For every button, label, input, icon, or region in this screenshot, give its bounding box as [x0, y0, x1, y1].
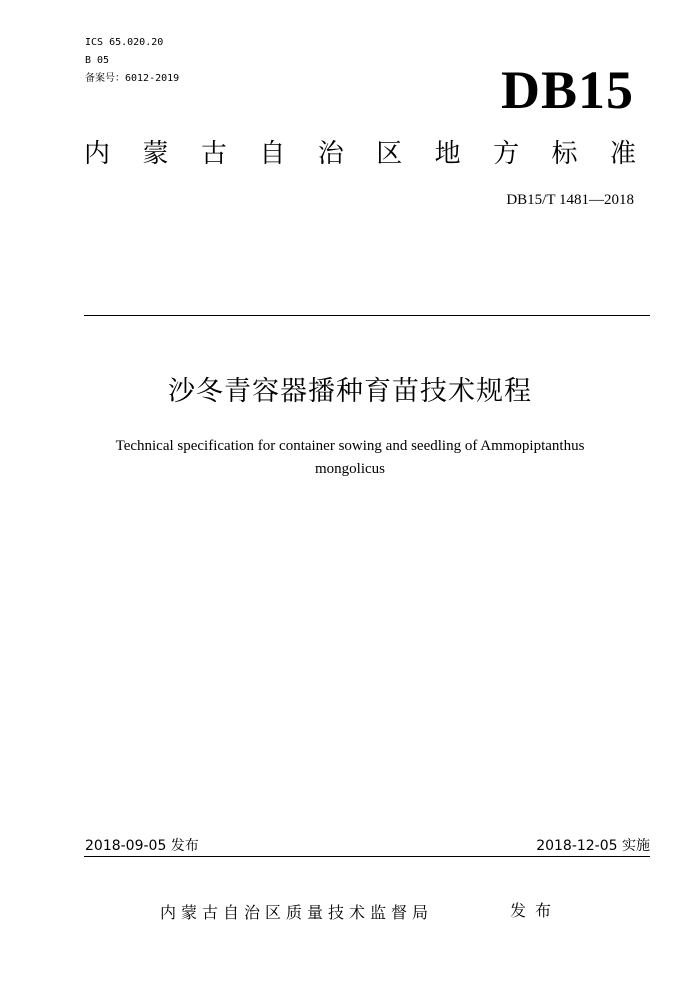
standard-type-char: 蒙	[142, 139, 169, 169]
standard-type-char: 区	[376, 139, 403, 169]
publisher-name: 内蒙古自治区质量技术监督局	[160, 903, 434, 922]
standard-type-char: 准	[609, 139, 636, 169]
standard-type-heading	[84, 137, 636, 171]
classification-code: B 05	[85, 55, 110, 66]
record-number: 备案号：6012-2019	[85, 73, 180, 84]
top-divider	[84, 315, 650, 316]
standard-logo: DB15	[500, 60, 634, 120]
standard-type-char: 标	[551, 139, 578, 169]
standard-type-char: 治	[317, 139, 344, 169]
chinese-title: 沙冬青容器播种育苗技术规程	[168, 376, 532, 407]
implementation-date: 2018-12-05 实施	[536, 838, 650, 854]
standard-number: DB15/T 1481—2018	[506, 192, 634, 208]
standard-type-char: 古	[200, 139, 227, 169]
publish-label: 发布	[510, 901, 561, 920]
english-title: Technical specification for container sowing and seedling of Ammopiptanthus mongolicus	[115, 438, 585, 477]
ics-code: ICS 65.020.20	[85, 37, 164, 48]
standard-type-char: 内	[84, 139, 111, 169]
standard-type-char: 方	[493, 139, 520, 169]
standard-type-char: 自	[259, 139, 286, 169]
issue-date: 2018-09-05 发布	[85, 838, 199, 854]
bottom-divider	[84, 856, 650, 857]
standard-type-char: 地	[434, 139, 461, 169]
